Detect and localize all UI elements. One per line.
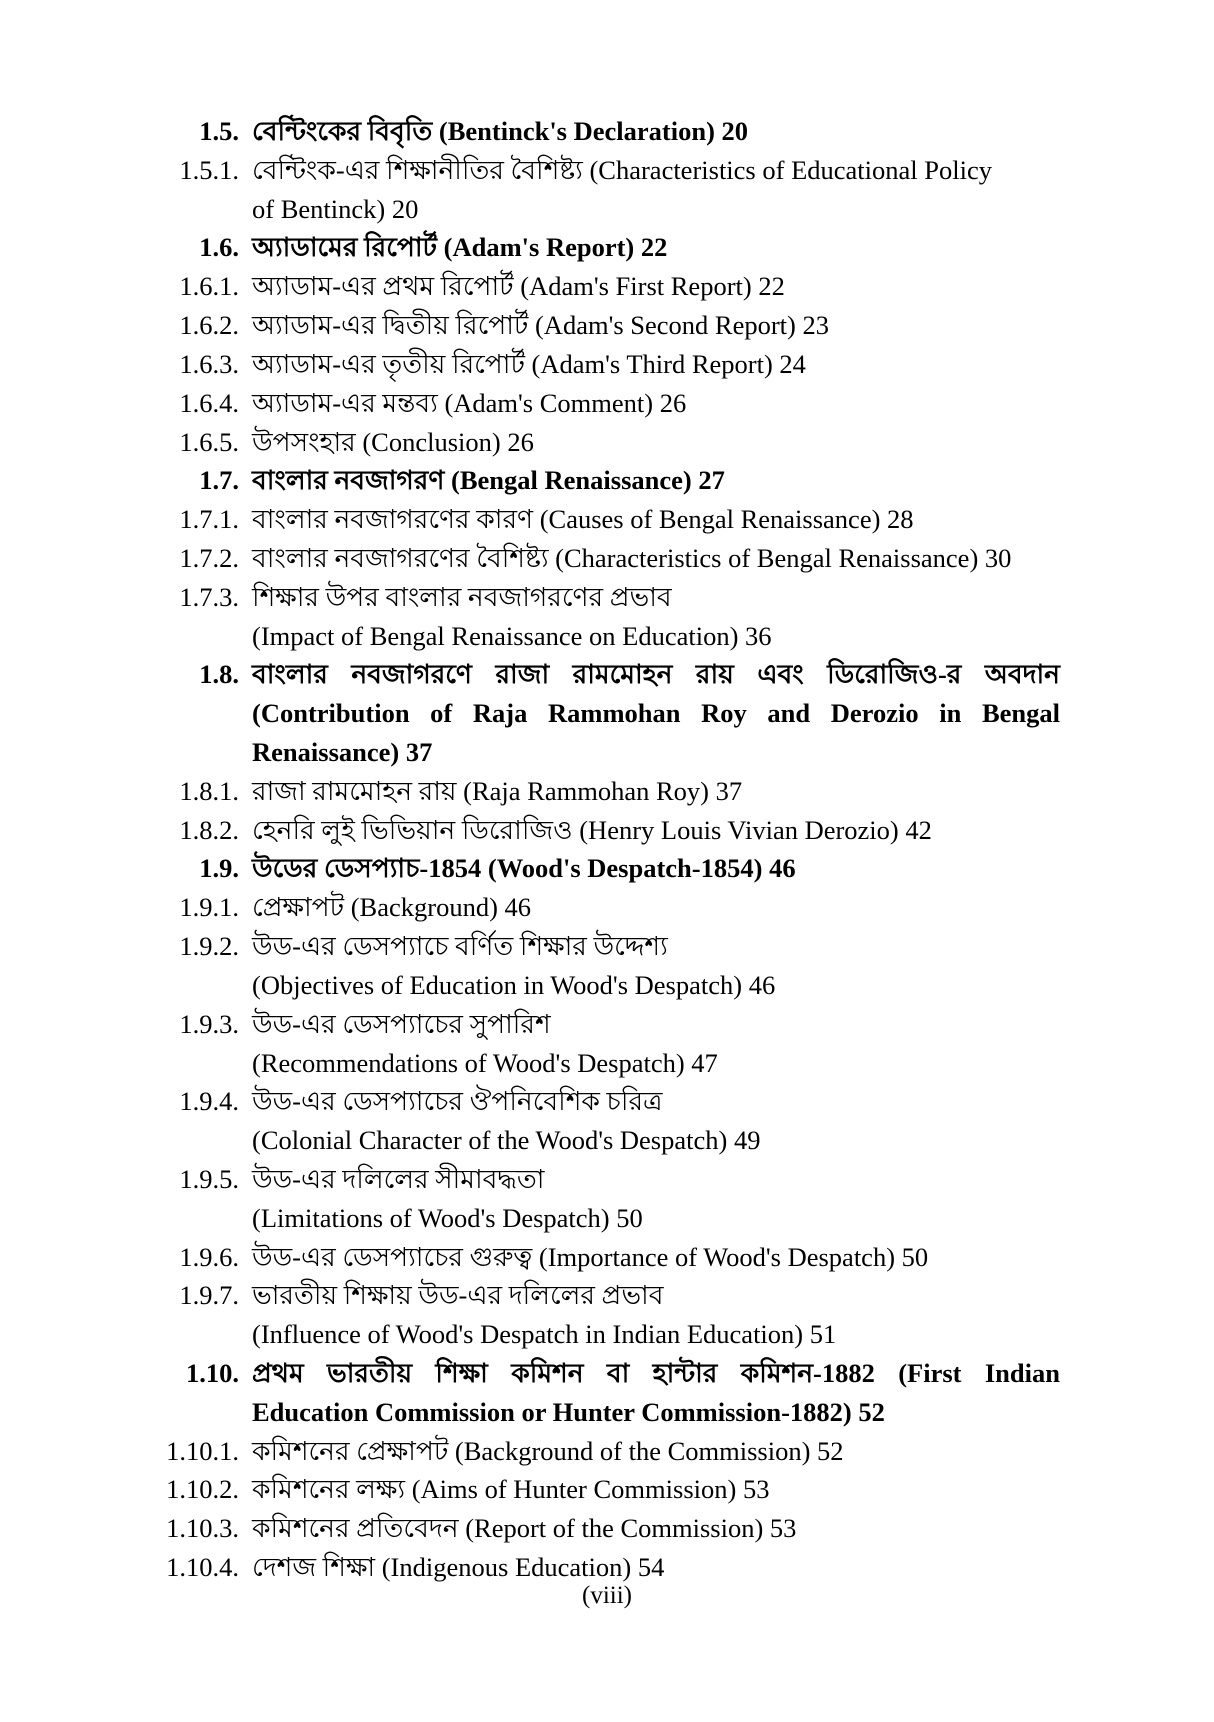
toc-entry-title [252, 306, 1060, 345]
toc-entry[interactable] [148, 500, 1060, 539]
toc-entry-title [252, 1005, 1060, 1083]
toc-entry-number: 1.5.1. [179, 154, 239, 185]
toc-entry-number: 1.6. [199, 232, 239, 263]
toc-entry-line: শিক্ষার উপর বাংলার নবজাগরণের প্রভাব [252, 581, 672, 612]
toc-entry-title [252, 1276, 1060, 1354]
toc-entry-line: of Bentinck) 20 [252, 193, 419, 224]
toc-entry-line: ভারতীয় শিক্ষায় উড-এর দলিলের প্রভাব [252, 1280, 664, 1311]
toc-entry-line: দেশজ শিক্ষা (Indigenous Education) 54 [252, 1552, 665, 1583]
toc-entry[interactable] [148, 539, 1060, 578]
toc-entry-line: উড-এর ডেসপ্যাচের গুরুত্ব (Importance of Wood's Despatch) 50 [252, 1241, 929, 1272]
toc-entry-line: অ্যাডাম-এর দ্বিতীয় রিপোর্ট (Adam's Second Report) 23 [252, 310, 829, 341]
toc-entry-line: বাংলার নবজাগরণের বৈশিষ্ট্য (Characteristics of Bengal Renaissance) 30 [252, 542, 1012, 573]
toc-entry-title [252, 1082, 1060, 1160]
toc-entry-title [252, 500, 1060, 539]
toc-entry-title [252, 927, 1060, 1005]
toc-entry[interactable] [148, 461, 1060, 500]
toc-entry-number: 1.9. [199, 853, 239, 884]
toc-entry-number: 1.5. [199, 116, 239, 146]
toc-entry[interactable] [148, 1509, 1060, 1548]
toc-entry-number: 1.6.2. [179, 310, 239, 341]
toc-entry-line: উড-এর ডেসপ্যাচের সুপারিশ [252, 1008, 551, 1039]
toc-entry-line: (Contribution of Raja Rammohan Roy and Derozio in Bengal [252, 698, 1060, 729]
toc-entry-title [252, 1509, 1060, 1548]
toc-entry-number: 1.10.4. [166, 1552, 239, 1583]
toc-entry-number: 1.9.6. [179, 1241, 239, 1272]
toc-entry-title [252, 228, 1060, 267]
toc-entry-line: উপসংহার (Conclusion) 26 [252, 426, 534, 457]
toc-entry[interactable] [148, 423, 1060, 462]
toc-entry[interactable] [148, 1470, 1060, 1509]
toc-entry[interactable] [148, 1238, 1060, 1277]
toc-entry-line: (Impact of Bengal Renaissance on Education) 36 [252, 620, 772, 651]
toc-entry-number: 1.10.1. [166, 1435, 239, 1466]
toc-entry-number: 1.10.2. [166, 1474, 239, 1505]
toc-entry[interactable] [148, 927, 1060, 1005]
toc-entry-line: উড-এর দলিলের সীমাবদ্ধতা [252, 1163, 545, 1194]
toc-entry-number: 1.6.1. [179, 271, 239, 302]
toc-entry-number: 1.9.2. [179, 931, 239, 962]
toc-entry[interactable] [148, 1082, 1060, 1160]
toc-entry[interactable] [148, 578, 1060, 656]
toc-entry-line: হেনরি লুই ভিভিয়ান ডিরোজিও (Henry Louis Vivian Derozio) 42 [252, 814, 932, 845]
toc-entry-line: অ্যাডাম-এর মন্তব্য (Adam's Comment) 26 [252, 387, 687, 418]
toc-entry-line: (Influence of Wood's Despatch in Indian Education) 51 [252, 1319, 837, 1350]
toc-entry-line: প্রেক্ষাপট (Background) 46 [252, 892, 532, 923]
toc-entry-line: অ্যাডাম-এর তৃতীয় রিপোর্ট (Adam's Third Report) 24 [252, 348, 806, 379]
toc-entry-number: 1.9.3. [179, 1008, 239, 1039]
toc-entry-line: বেন্টিংকের বিবৃতি (Bentinck's Declaration) 20 [252, 116, 749, 146]
toc-entry-line: অ্যাডাম-এর প্রথম রিপোর্ট (Adam's First Report) 22 [252, 271, 785, 302]
toc-entry-title [252, 345, 1060, 384]
toc-entry-title [252, 1160, 1060, 1238]
toc-entry-title [252, 423, 1060, 462]
toc-entry[interactable] [148, 306, 1060, 345]
toc-entry-line: উড-এর ডেসপ্যাচে বর্ণিত শিক্ষার উদ্দেশ্য [252, 931, 668, 962]
toc-entry-title [252, 1432, 1060, 1471]
toc-entry-line: বেন্টিংক-এর শিক্ষানীতির বৈশিষ্ট্য (Characteristics of Educational Policy [252, 154, 992, 185]
toc-entry[interactable] [148, 1005, 1060, 1083]
toc-entry-line: অ্যাডামের রিপোর্ট (Adam's Report) 22 [252, 232, 668, 263]
toc-entry-number: 1.9.4. [179, 1086, 239, 1117]
toc-entry[interactable] [148, 151, 1060, 229]
toc-entry-number: 1.8.1. [179, 775, 239, 806]
toc-entry-number: 1.8.2. [179, 814, 239, 845]
toc-entry-title [252, 1354, 1060, 1432]
toc-entry-line: Renaissance) 37 [252, 737, 433, 767]
toc-entry-line: বাংলার নবজাগরণে রাজা রামমোহন রায় এবং ডিরোজিও-র অবদান [252, 659, 1060, 690]
toc-entry-title [252, 539, 1060, 578]
toc-entry-title [252, 1470, 1060, 1509]
toc-entry[interactable] [148, 345, 1060, 384]
toc-entry-title [252, 1238, 1060, 1277]
toc-entry[interactable] [148, 888, 1060, 927]
toc-entry-line: উডের ডেসপ্যাচ-1854 (Wood's Despatch-1854) 46 [252, 853, 796, 884]
toc-entry-line: কমিশনের লক্ষ্য (Aims of Hunter Commission) 53 [252, 1474, 770, 1505]
toc-entry-title [252, 461, 1060, 500]
toc-entry-number: 1.7.3. [179, 581, 239, 612]
toc-entry-number: 1.7. [199, 465, 239, 496]
toc-entry-number: 1.10. [186, 1358, 239, 1388]
toc-entry-title [252, 655, 1060, 771]
toc-entry-line: (Objectives of Education in Wood's Despatch) 46 [252, 969, 776, 1000]
toc-entry-title [252, 112, 1060, 151]
toc-entry-number: 1.9.5. [179, 1163, 239, 1194]
toc-entry-number: 1.7.2. [179, 542, 239, 573]
toc-entry-title [252, 384, 1060, 423]
toc-entry-line: Education Commission or Hunter Commission-1882) 52 [252, 1396, 885, 1427]
toc-entry-title [252, 849, 1060, 888]
toc-entry[interactable] [148, 384, 1060, 423]
toc-entry-line: (Colonial Character of the Wood's Despatch) 49 [252, 1125, 761, 1156]
toc-entry-line: কমিশনের প্রেক্ষাপট (Background of the Commission) 52 [252, 1435, 844, 1466]
toc-entry-line: বাংলার নবজাগরণ (Bengal Renaissance) 27 [252, 465, 725, 496]
toc-entry-line: (Recommendations of Wood's Despatch) 47 [252, 1047, 718, 1078]
toc-entry-title [252, 578, 1060, 656]
toc-entry[interactable] [148, 112, 1060, 151]
toc-entry-title [252, 811, 1060, 850]
toc-entry-number: 1.8. [199, 659, 239, 690]
toc-entry-number: 1.6.3. [179, 348, 239, 379]
toc-entry-number: 1.6.5. [179, 426, 239, 457]
toc-entry[interactable] [148, 849, 1060, 888]
table-of-contents-list [148, 112, 1060, 1587]
page-folio: (viii) [582, 1582, 632, 1609]
toc-entry-line: প্রথম ভারতীয় শিক্ষা কমিশন বা হান্টার কমিশন-1882 (First Indian [252, 1358, 1060, 1388]
toc-entry[interactable] [148, 267, 1060, 306]
toc-entry-title [252, 267, 1060, 306]
toc-entry[interactable] [148, 1432, 1060, 1471]
toc-entry-number: 1.9.7. [179, 1280, 239, 1311]
toc-entry[interactable] [148, 1160, 1060, 1238]
toc-entry-line: (Limitations of Wood's Despatch) 50 [252, 1202, 643, 1233]
toc-entry[interactable] [148, 772, 1060, 811]
toc-entry-number: 1.10.3. [166, 1513, 239, 1544]
toc-entry[interactable] [148, 1276, 1060, 1354]
toc-entry-title [252, 888, 1060, 927]
toc-entry-line: বাংলার নবজাগরণের কারণ (Causes of Bengal Renaissance) 28 [252, 504, 914, 535]
toc-entry-line: রাজা রামমোহন রায় (Raja Rammohan Roy) 37 [252, 775, 743, 806]
toc-entry[interactable] [148, 811, 1060, 850]
toc-entry-number: 1.9.1. [179, 892, 239, 923]
toc-entry-title [252, 151, 1060, 229]
toc-entry-line: উড-এর ডেসপ্যাচের ঔপনিবেশিক চরিত্র [252, 1086, 663, 1117]
toc-entry-line: কমিশনের প্রতিবেদন (Report of the Commission) 53 [252, 1513, 797, 1544]
toc-entry-title [252, 772, 1060, 811]
toc-entry[interactable] [148, 1354, 1060, 1432]
toc-entry-number: 1.7.1. [179, 504, 239, 535]
toc-entry[interactable] [148, 655, 1060, 771]
toc-entry[interactable] [148, 228, 1060, 267]
toc-entry-number: 1.6.4. [179, 387, 239, 418]
